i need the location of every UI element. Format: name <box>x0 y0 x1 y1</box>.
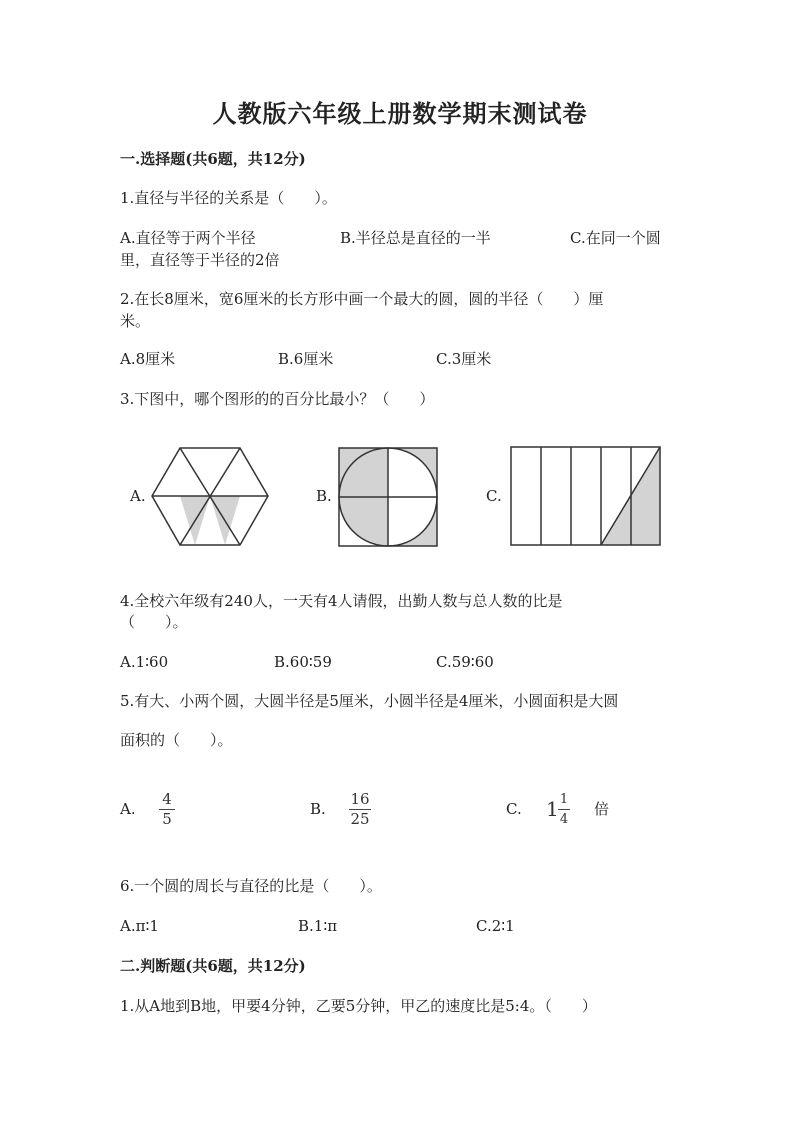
q5-option-a-fraction <box>159 791 175 828</box>
q3-figure-a-label: A. <box>130 487 146 505</box>
q1-text: 1.直径与半径的关系是（ ）。 <box>120 189 337 207</box>
s2-q1-text: 1.从A地到B地，甲要4分钟，乙要5分钟，甲乙的速度比是5:4。（ ） <box>120 997 597 1015</box>
q5-option-b-fraction <box>349 791 371 828</box>
q5-option-c-fraction <box>558 791 570 828</box>
q5-text: 5.有大、小两个圆，大圆半径是5厘米，小圆半径是4厘米，小圆面积是大圆 <box>120 692 619 710</box>
fraction-numerator: 4 <box>162 790 172 808</box>
q4-option-b: B.60∶59 <box>274 653 332 671</box>
q2-option-a: A.8厘米 <box>120 350 176 368</box>
fraction-numerator: 1 <box>559 792 569 807</box>
section-2-heading: 二.判断题(共6题，共12分) <box>120 957 306 975</box>
q3-text: 3.下图中，哪个图形的的百分比最小？（ ） <box>120 390 435 408</box>
square-circle-figure <box>338 447 438 547</box>
q1-option-c: C.在同一个圆 <box>570 229 661 247</box>
q6-option-b: B.1∶π <box>298 917 338 935</box>
q6-option-a: A.π∶1 <box>120 917 159 935</box>
rectangle-strips-figure <box>510 446 662 547</box>
q2-option-c: C.3厘米 <box>436 350 492 368</box>
q3-figure-c-label: C. <box>486 487 502 505</box>
q6-option-c: C.2∶1 <box>476 917 515 935</box>
q3-figure-b-label: B. <box>316 487 332 505</box>
q5-option-c-label: C. <box>506 800 522 818</box>
hexagon-figure <box>150 447 270 547</box>
q2-text-continued: 米。 <box>120 312 151 330</box>
fraction-denominator: 4 <box>559 812 569 827</box>
q5-option-c-whole: 1 <box>546 797 559 821</box>
q5-option-b-label: B. <box>310 800 326 818</box>
page-title: 人教版六年级上册数学期末测试卷 <box>212 99 588 128</box>
fraction-numerator: 16 <box>350 790 370 808</box>
q5-text-continued: 面积的（ ）。 <box>120 731 233 749</box>
q1-option-c-continued: 里，直径等于半径的2倍 <box>120 251 280 269</box>
q1-option-b: B.半径总是直径的一半 <box>340 229 491 247</box>
fraction-denominator: 5 <box>162 810 172 828</box>
q2-option-b: B.6厘米 <box>278 350 334 368</box>
q6-text: 6.一个圆的周长与直径的比是（ ）。 <box>120 877 382 895</box>
q5-option-c-unit: 倍 <box>594 800 610 818</box>
fraction-denominator: 25 <box>350 810 370 828</box>
fraction-bar <box>558 809 570 810</box>
section-1-heading: 一.选择题(共6题，共12分) <box>120 150 306 168</box>
q4-text-continued: （ ）。 <box>120 613 188 631</box>
q4-text: 4.全校六年级有240人，一天有4人请假，出勤人数与总人数的比是 <box>120 592 563 610</box>
q4-option-a: A.1∶60 <box>120 653 169 671</box>
q4-option-c: C.59∶60 <box>436 653 494 671</box>
q1-option-a: A.直径等于两个半径 <box>120 229 256 247</box>
q2-text: 2.在长8厘米，宽6厘米的长方形中画一个最大的圆，圆的半径（ ）厘 <box>120 290 604 308</box>
q5-option-a-label: A. <box>120 800 136 818</box>
